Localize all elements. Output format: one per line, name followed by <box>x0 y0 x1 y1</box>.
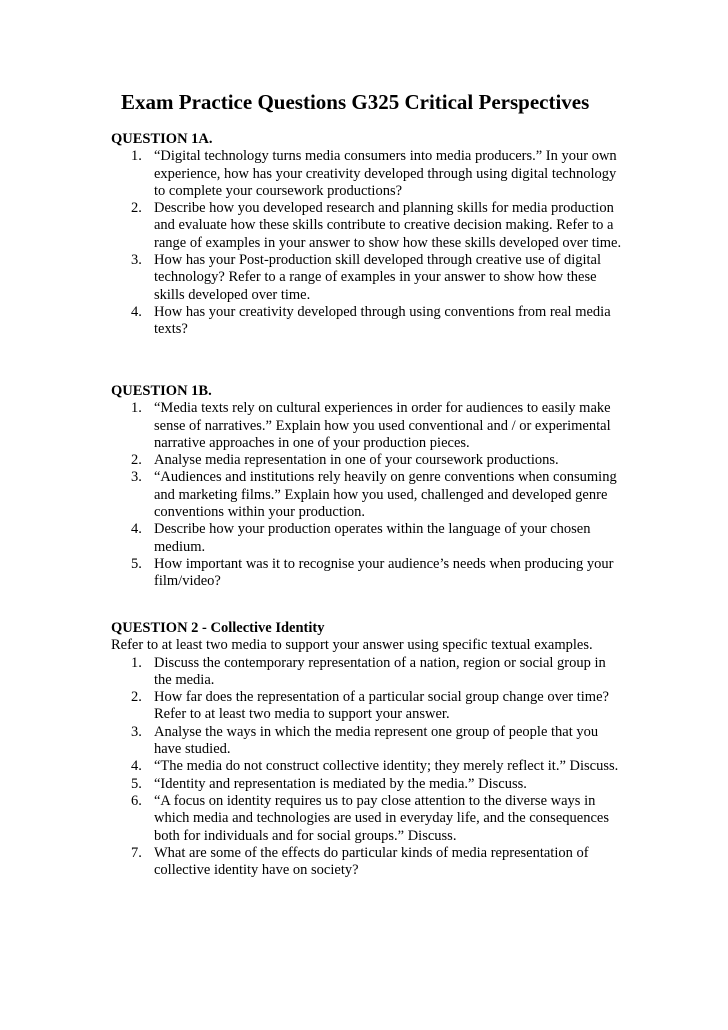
question-item <box>111 400 623 452</box>
section-heading: QUESTION 2 - Collective Identity <box>111 620 325 636</box>
question-item <box>111 758 623 775</box>
question-item <box>111 655 623 690</box>
section-question-1a <box>111 131 623 339</box>
question-text: “Digital technology turns media consumers into media producers.” In your own experience, how has your creativity developed through using digital technology to complete your coursework productions? <box>154 148 617 199</box>
question-item <box>111 793 623 845</box>
question-number: 4. <box>131 758 142 775</box>
question-number: 3. <box>131 723 142 740</box>
question-item <box>111 469 623 521</box>
document-title: Exam Practice Questions G325 Critical Perspectives <box>121 90 590 114</box>
question-number: 2. <box>131 452 142 469</box>
question-number: 3. <box>131 252 142 269</box>
question-text: “Media texts rely on cultural experiences in order for audiences to easily make sense of narratives.” Explain how you used conventional and / or experimental narrative approaches in one of your production pieces. <box>154 400 611 451</box>
question-item <box>111 521 623 556</box>
section-heading: QUESTION 1B. <box>111 383 212 399</box>
question-number: 4. <box>131 303 142 320</box>
section-question-2 <box>111 620 623 879</box>
question-text: Discuss the contemporary representation of a nation, region or social group in the media. <box>154 654 606 688</box>
question-text: Analyse the ways in which the media represent one group of people that you have studied. <box>154 723 599 758</box>
question-item <box>111 556 623 591</box>
question-number: 4. <box>131 521 142 538</box>
question-number: 2. <box>131 200 142 217</box>
question-item <box>111 845 623 880</box>
question-item <box>111 304 623 339</box>
question-text: How has your creativity developed through using conventions from real media texts? <box>154 303 611 338</box>
question-number: 5. <box>131 775 142 792</box>
question-item <box>111 252 623 304</box>
question-item <box>111 689 623 724</box>
question-text: Describe how you developed research and planning skills for media production and evaluate how these skills contribute to creative decision making. Refer to a range of examples in your answer to show how these skills developed over time. <box>154 200 622 251</box>
question-number: 1. <box>131 148 142 165</box>
question-number: 7. <box>131 844 142 861</box>
question-item <box>111 148 623 200</box>
question-text: Analyse media representation in one of your coursework productions. <box>154 452 559 469</box>
section-intro: Refer to at least two media to support your answer using specific textual examples. <box>111 637 593 654</box>
question-item <box>111 200 623 252</box>
question-text: What are some of the effects do particular kinds of media representation of collective identity have on society? <box>154 844 589 879</box>
question-item <box>111 776 623 793</box>
section-question-1b <box>111 383 623 591</box>
section-heading: QUESTION 1A. <box>111 131 213 147</box>
question-number: 1. <box>131 654 142 671</box>
question-text: How far does the representation of a particular social group change over time? Refer to at least two media to support your answer. <box>154 689 609 723</box>
question-text: “Audiences and institutions rely heavily on genre conventions when consuming and marketing films.” Explain how you used, challenged and developed genre conventions within your production. <box>154 469 617 521</box>
question-number: 3. <box>131 469 142 486</box>
question-text: “Identity and representation is mediated by the media.” Discuss. <box>154 775 527 792</box>
question-item <box>111 452 623 469</box>
question-text: How has your Post-production skill developed through creative use of digital technology? Refer to a range of examples in your answer to show how these skills developed over time. <box>154 252 601 303</box>
question-text: Describe how your production operates within the language of your chosen medium. <box>154 521 591 555</box>
question-number: 2. <box>131 689 142 706</box>
question-number: 6. <box>131 792 142 809</box>
question-text: How important was it to recognise your audience’s needs when producing your film/video? <box>154 555 614 590</box>
question-number: 1. <box>131 400 142 417</box>
question-number: 5. <box>131 555 142 572</box>
question-item <box>111 724 623 759</box>
question-list <box>111 148 623 338</box>
question-list <box>111 655 623 880</box>
question-text: “A focus on identity requires us to pay close attention to the diverse ways in which media and technologies are used in everyday life, and the consequences both for individuals and for social groups.” Discuss. <box>154 792 609 844</box>
question-list <box>111 400 623 590</box>
question-text: “The media do not construct collective identity; they merely reflect it.” Discuss. <box>154 758 619 775</box>
